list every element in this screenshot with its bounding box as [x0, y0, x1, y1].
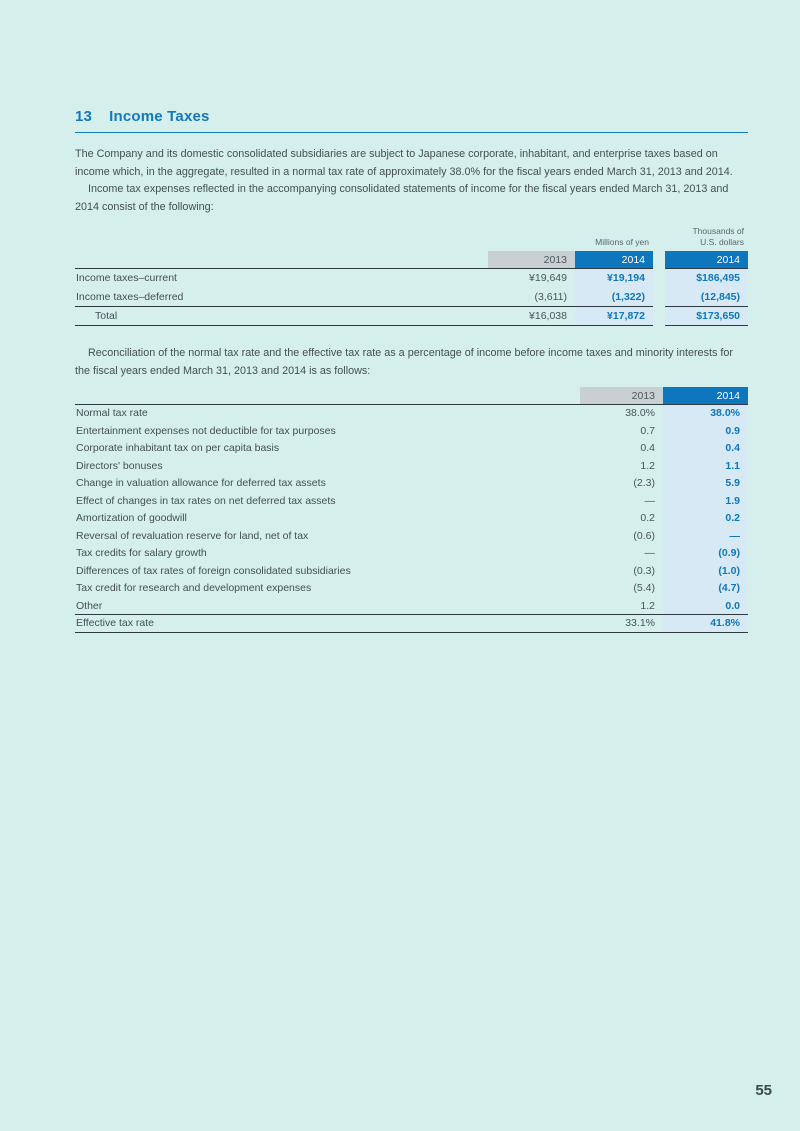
reconciliation-paragraph: Reconciliation of the normal tax rate and the effective tax rate as a percentage of income before income taxes and minority interests for the fiscal years ended March 31, 2013 and 2014 is as follows:: [75, 347, 733, 377]
row-label: Effective tax rate: [75, 615, 580, 633]
section-title-text: Income Taxes: [109, 108, 210, 125]
value-2014-usd: (12,845): [665, 288, 748, 307]
value-2014-yen: (1,322): [575, 288, 653, 307]
value-2014-yen: ¥17,872: [575, 307, 653, 326]
row-label: Corporate inhabitant tax on per capita basis: [76, 442, 280, 454]
value-2014: 0.9: [663, 423, 748, 441]
value-2013: 1.2: [640, 459, 655, 472]
value-2014: (1.0): [663, 563, 748, 581]
column-gap: [653, 288, 665, 307]
page-number: 55: [755, 1082, 772, 1099]
row-label: Amortization of goodwill: [76, 512, 187, 524]
value-2013: ¥19,649: [529, 272, 567, 284]
value-2013: 0.2: [640, 512, 655, 524]
value-2014: 5.9: [663, 475, 748, 493]
value-2014: 0.2: [663, 510, 748, 528]
section-number: 13: [75, 108, 93, 125]
value-2013: (0.3): [633, 564, 655, 577]
value-2013: —: [644, 494, 655, 507]
value-2014: —: [663, 528, 748, 546]
column-gap: [653, 251, 665, 269]
column-header-2013: 2013: [488, 251, 575, 269]
unit-label-millions-of-yen: Millions of yen: [595, 237, 649, 247]
unit-label-thousands-usd: Thousands of U.S. dollars: [692, 226, 744, 247]
value-2014-usd: $186,495: [665, 269, 748, 288]
column-header-2014: 2014: [663, 387, 748, 405]
value-2013: —: [644, 547, 655, 559]
section-title: [75, 108, 748, 133]
column-gap: [653, 269, 665, 288]
row-label: Entertainment expenses not deductible for tax purposes: [76, 424, 336, 437]
intro-paragraph: The Company and its domestic consolidated subsidiaries are subject to Japanese corporate, inhabitant, and enterprise taxes based on income which, in the aggregate, resulted in a normal tax rate of approximately 38.0% for the fiscal years ended March 31, 2013 and 2014.: [75, 148, 733, 178]
value-2013: 0.7: [640, 424, 655, 437]
row-label: Reversal of revaluation reserve for land, net of tax: [76, 529, 309, 542]
value-2014: (0.9): [663, 545, 748, 563]
tax-rate-reconciliation-table: [75, 387, 748, 633]
value-2013: (3,611): [488, 288, 575, 307]
column-header-2014-yen: 2014: [575, 251, 653, 269]
row-label: Normal tax rate: [76, 407, 148, 419]
value-2013: 0.4: [640, 442, 655, 454]
value-2013: 38.0%: [625, 407, 655, 419]
column-gap: [653, 225, 665, 251]
value-2014: 1.9: [663, 493, 748, 511]
income-tax-expense-paragraph: Income tax expenses reflected in the accompanying consolidated statements of income for the fiscal years ended March 31, 2013 and 2014 consist of the following:: [75, 183, 729, 213]
header-spacer: [75, 387, 580, 405]
row-label: Tax credits for salary growth: [76, 547, 207, 559]
row-label: Income taxes–current: [76, 272, 177, 284]
value-2014: 0.4: [663, 440, 748, 458]
value-2013: 33.1%: [580, 615, 663, 633]
row-label: Differences of tax rates of foreign consolidated subsidiaries: [76, 564, 351, 577]
value-2013: ¥16,038: [488, 307, 575, 326]
column-header-2014-usd: 2014: [665, 251, 748, 269]
main-content: [75, 108, 748, 633]
income-tax-expenses-table: [75, 225, 748, 326]
row-label: Income taxes–deferred: [75, 288, 488, 307]
value-2014: 38.0%: [663, 405, 748, 423]
value-2014-yen: ¥19,194: [575, 269, 653, 288]
row-label: Change in valuation allowance for deferred tax assets: [76, 477, 326, 489]
column-header-2013: 2013: [580, 387, 663, 405]
value-2014: (4.7): [663, 580, 748, 598]
row-label: Tax credit for research and development expenses: [76, 582, 312, 594]
value-2013: (2.3): [633, 477, 655, 489]
value-2014: 0.0: [663, 598, 748, 616]
value-2013: (0.6): [633, 529, 655, 542]
row-label: Directors' bonuses: [76, 459, 163, 472]
value-2014: 1.1: [663, 458, 748, 476]
row-label: Effect of changes in tax rates on net deferred tax assets: [76, 494, 336, 507]
row-label: Other: [75, 598, 580, 616]
row-label: Total: [75, 307, 488, 326]
value-2013: (5.4): [633, 582, 655, 594]
header-spacer: [75, 251, 488, 269]
column-gap: [653, 307, 665, 326]
value-2013: 1.2: [580, 598, 663, 616]
value-2014-usd: $173,650: [665, 307, 748, 326]
value-2014: 41.8%: [663, 615, 748, 633]
